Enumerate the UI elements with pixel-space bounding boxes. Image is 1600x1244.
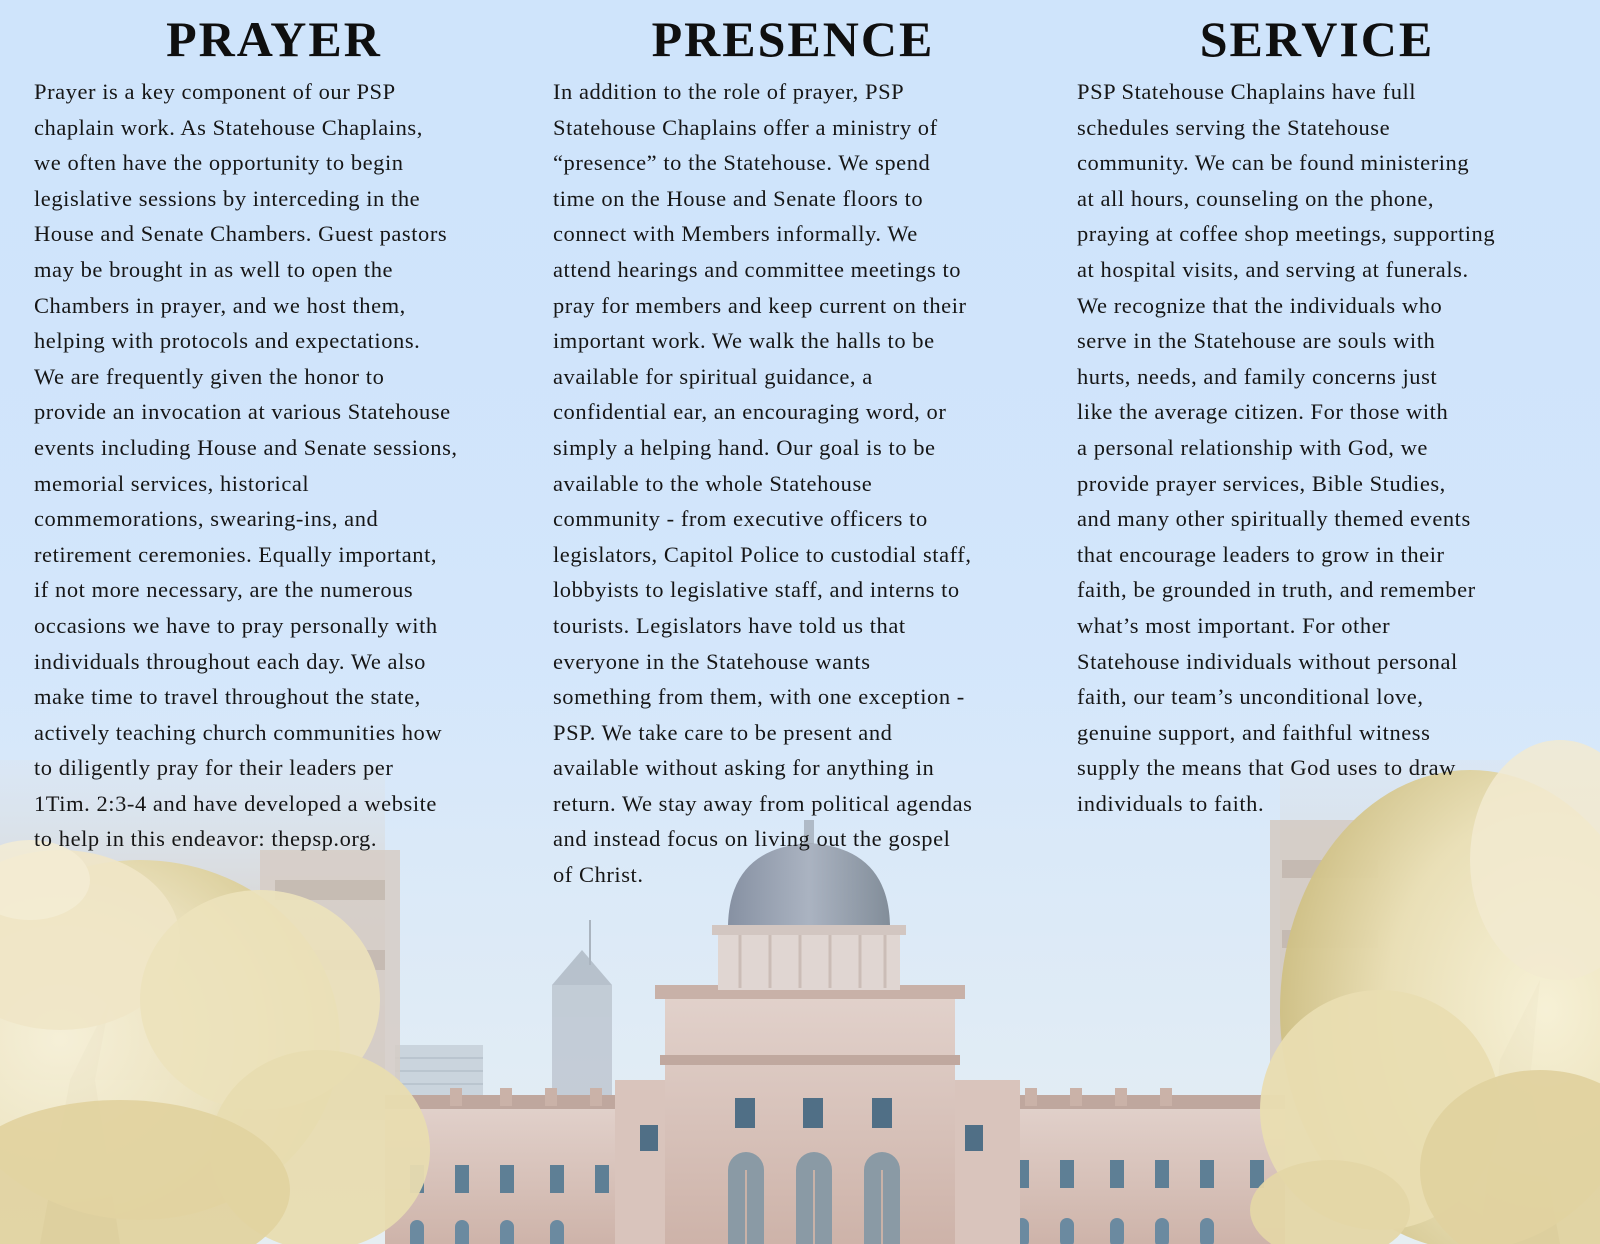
text-line: helping with protocols and expectations. [34,328,421,354]
text-line: pray for members and keep current on their [553,292,967,318]
text-line: make time to travel throughout the state, [34,684,421,710]
prayer-column [34,8,534,857]
text-line: occasions we have to pray personally with [34,612,438,638]
text-line: PSP Statehouse Chaplains have full [1077,79,1417,104]
text-line: We recognize that the individuals who [1077,292,1443,318]
text-line: individuals throughout each day. We also [34,648,426,674]
text-line: legislative sessions by interceding in the [34,185,421,211]
text-line: supply the means that God uses to draw [1077,755,1456,781]
text-line: confidential ear, an encouraging word, or [553,399,947,425]
service-heading: SERVICE [1199,11,1435,67]
text-line: individuals to faith. [1077,790,1265,816]
text-line: “presence” to the Statehouse. We spend [553,150,931,176]
text-line: everyone in the Statehouse wants [553,648,871,674]
text-line: at hospital visits, and serving at funerals. [1077,256,1469,282]
text-line: something from them, with one exception - [553,684,965,710]
text-line: connect with Members informally. We [553,221,918,247]
text-line: PSP. We take care to be present and [553,719,893,745]
text-line: House and Senate Chambers. Guest pastors [34,221,448,247]
prayer-heading: PRAYER [166,11,382,67]
presence-column [553,8,1053,893]
text-line: legislators, Capitol Police to custodial staff, [553,541,972,567]
text-line: a personal relationship with God, we [1077,434,1428,460]
text-line: provide an invocation at various Statehouse [34,399,451,425]
text-line: Chambers in prayer, and we host them, [34,292,406,318]
text-line: what’s most important. For other [1077,612,1391,638]
text-line: return. We stay away from political agendas [553,790,973,816]
text-line: simply a helping hand. Our goal is to be [553,434,936,460]
text-line: and instead focus on living out the gospel [553,826,951,852]
service-paragraph [1077,74,1577,821]
text-line: schedules serving the Statehouse [1077,114,1391,140]
text-line: We are frequently given the honor to [34,363,385,389]
text-line: praying at coffee shop meetings, supporting [1077,221,1496,247]
text-line: time on the House and Senate floors to [553,185,924,211]
presence-paragraph [553,74,1053,893]
text-line: if not more necessary, are the numerous [34,577,414,603]
text-line: memorial services, historical [34,470,310,496]
text-line: hurts, needs, and family concerns just [1077,363,1438,389]
text-line: available to the whole Statehouse [553,470,873,496]
text-line: at all hours, counseling on the phone, [1077,185,1435,211]
text-line: attend hearings and committee meetings to [553,256,962,282]
text-line: like the average citizen. For those with [1077,399,1449,425]
text-line: serve in the Statehouse are souls with [1077,328,1436,354]
text-line: lobbyists to legislative staff, and interns to [553,577,960,603]
text-line: tourists. Legislators have told us that [553,612,906,638]
text-line: we often have the opportunity to begin [34,150,404,176]
text-line: retirement ceremonies. Equally important, [34,541,438,567]
text-line: In addition to the role of prayer, PSP [553,79,905,104]
text-line: Prayer is a key component of our PSP [34,79,396,104]
text-line: 1Tim. 2:3-4 and have developed a website [34,790,437,816]
presence-heading: PRESENCE [651,11,935,67]
service-column [1077,8,1577,821]
text-line: may be brought in as well to open the [34,256,394,282]
text-line: events including House and Senate sessions, [34,434,458,460]
text-line: genuine support, and faithful witness [1077,719,1431,745]
text-line: actively teaching church communities how [34,719,443,745]
text-line: community. We can be found ministering [1077,150,1470,176]
text-line: that encourage leaders to grow in their [1077,541,1445,567]
text-line: and many other spiritually themed events [1077,506,1471,532]
website-reference-line: to help in this endeavor: thepsp.org. [34,826,378,852]
prayer-paragraph [34,74,534,857]
text-line: of Christ. [553,862,644,888]
text-line: available without asking for anything in [553,755,935,781]
text-line: Statehouse individuals without personal [1077,648,1458,674]
text-line: community - from executive officers to [553,506,928,532]
text-line: to diligently pray for their leaders per [34,755,394,781]
text-line: important work. We walk the halls to be [553,328,935,354]
text-line: provide prayer services, Bible Studies, [1077,470,1446,496]
text-line: faith, our team’s unconditional love, [1077,684,1424,710]
text-line: commemorations, swearing-ins, and [34,506,379,532]
text-line: available for spiritual guidance, a [553,363,873,389]
text-line: faith, be grounded in truth, and remember [1077,577,1476,603]
text-line: Statehouse Chaplains offer a ministry of [553,114,938,140]
text-line: chaplain work. As Statehouse Chaplains, [34,114,423,140]
